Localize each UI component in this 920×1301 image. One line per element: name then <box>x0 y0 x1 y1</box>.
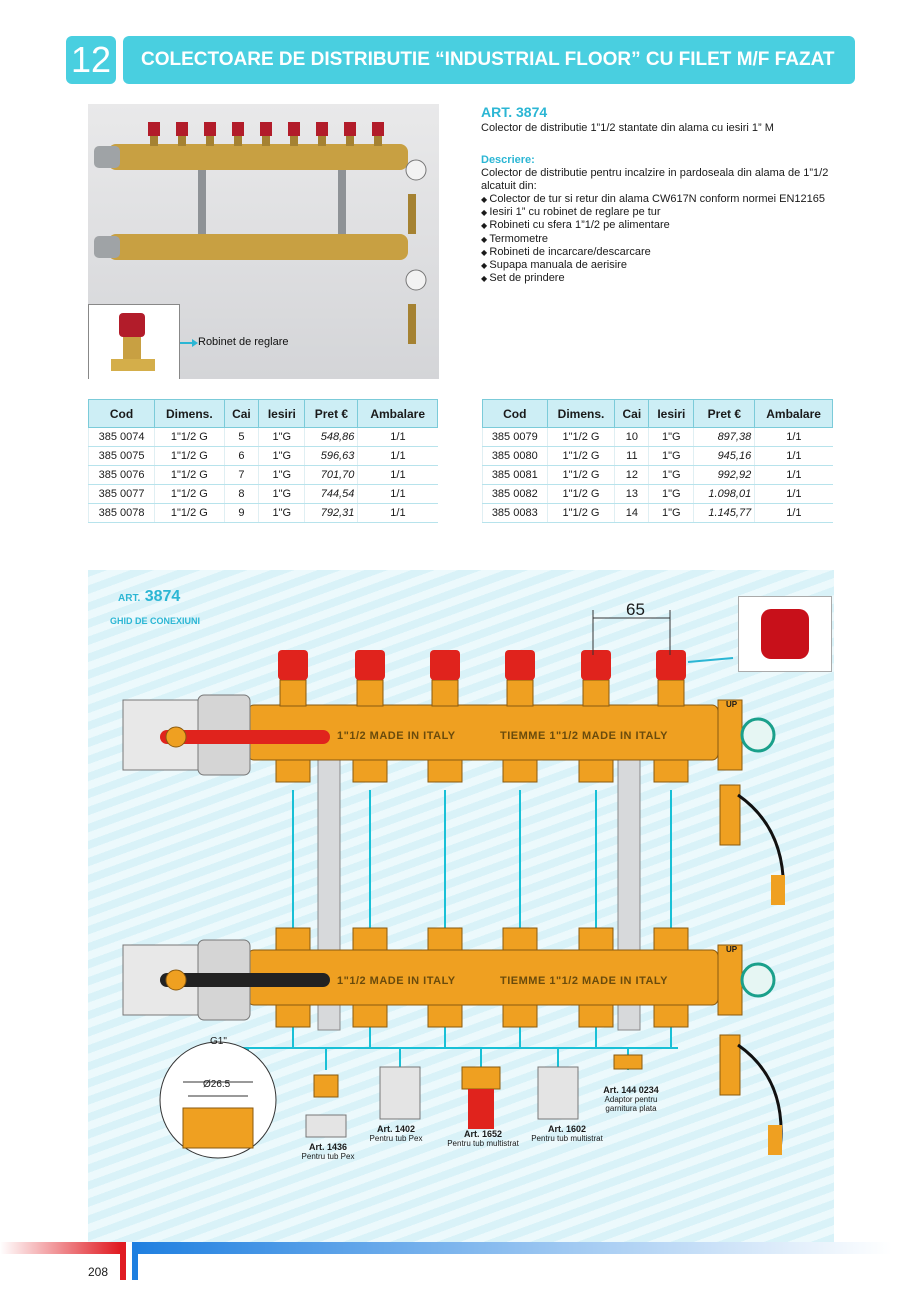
table-cell: 385 0083 <box>483 504 548 523</box>
table-cell: 992,92 <box>694 466 755 485</box>
column-header: Cod <box>483 400 548 428</box>
table-row <box>483 504 833 523</box>
connector-label: Art. 1602 Pentru tub multistrat <box>531 1124 603 1143</box>
table-cell: 1"G <box>649 466 694 485</box>
feature-item: ◆ Termometre <box>481 233 825 246</box>
price-table-left <box>88 399 438 523</box>
table-cell: 11 <box>615 447 649 466</box>
table-row <box>89 504 438 523</box>
description-heading: Descriere: <box>481 154 535 166</box>
diagram-article-label <box>118 588 180 606</box>
table-cell: 385 0079 <box>483 428 548 447</box>
stamp-top-left: 1"1/2 MADE IN ITALY <box>337 730 456 742</box>
table-cell: 1"1/2 G <box>547 466 615 485</box>
table-cell: 1/1 <box>755 447 833 466</box>
column-header: Ambalare <box>358 400 438 428</box>
table-cell: 5 <box>224 428 259 447</box>
description-text: Colector de distributie pentru incalzire in pardoseala din alama de 1”1/2 alcatuit din: <box>481 167 829 192</box>
table-cell: 385 0081 <box>483 466 548 485</box>
footer-decoration <box>0 1240 920 1280</box>
table-cell: 1.145,77 <box>694 504 755 523</box>
table-row <box>89 485 438 504</box>
table-cell: 1"1/2 G <box>155 428 225 447</box>
chapter-number: 12 <box>66 36 116 84</box>
table-row <box>483 466 833 485</box>
table-cell: 548,86 <box>305 428 358 447</box>
table-cell: 7 <box>224 466 259 485</box>
diagram-art-prefix: ART. <box>118 593 141 604</box>
feature-item: ◆ Supapa manuala de aerisire <box>481 259 825 272</box>
table-cell: 701,70 <box>305 466 358 485</box>
column-header: Ambalare <box>755 400 833 428</box>
table-cell: 1/1 <box>358 504 438 523</box>
table-cell: 744,54 <box>305 485 358 504</box>
table-cell: 1"G <box>649 504 694 523</box>
stamp-top-right: TIEMME 1"1/2 MADE IN ITALY <box>500 730 668 742</box>
table-row <box>483 428 833 447</box>
stamp-bottom-left: 1"1/2 MADE IN ITALY <box>337 975 456 987</box>
diagram-guide-label: GHID DE CONEXIUNI <box>110 616 201 626</box>
dimension-label: 65 <box>626 600 645 619</box>
valve-inset-photo <box>88 304 180 379</box>
table-cell: 385 0082 <box>483 485 548 504</box>
table-cell: 1"1/2 G <box>155 447 225 466</box>
thread-label: G1" <box>210 1036 227 1047</box>
table-cell: 1"G <box>259 466 305 485</box>
price-table-right <box>482 399 833 523</box>
up-label: UP <box>726 945 738 954</box>
table-cell: 1/1 <box>358 447 438 466</box>
column-header: Cod <box>89 400 155 428</box>
table-cell: 1"1/2 G <box>155 466 225 485</box>
table-cell: 10 <box>615 428 649 447</box>
table-cell: 385 0080 <box>483 447 548 466</box>
column-header: Cai <box>224 400 259 428</box>
inset-label: Robinet de reglare <box>198 336 289 348</box>
feature-list <box>481 193 825 285</box>
feature-item: ◆ Robineti cu sfera 1”1/2 pe alimentare <box>481 219 825 232</box>
table-cell: 897,38 <box>694 428 755 447</box>
table-cell: 385 0074 <box>89 428 155 447</box>
table-cell: 1"G <box>259 504 305 523</box>
article-title: ART. 3874 <box>481 104 548 120</box>
table-row <box>89 447 438 466</box>
table-cell: 1"1/2 G <box>547 504 615 523</box>
connector-label: Art. 144 0234 Adaptor pentru garnitura plata <box>603 1085 659 1113</box>
table-cell: 1/1 <box>755 428 833 447</box>
table-cell: 385 0078 <box>89 504 155 523</box>
column-header: Iesiri <box>259 400 305 428</box>
page-number: 208 <box>88 1265 109 1279</box>
page-title: COLECTOARE DE DISTRIBUTIE “INDUSTRIAL FLOOR” CU FILET M/F FAZAT <box>123 36 855 84</box>
table-row <box>89 428 438 447</box>
table-cell: 1.098,01 <box>694 485 755 504</box>
feature-item: ◆ Set de prindere <box>481 272 825 285</box>
diameter-label: Ø26.5 <box>203 1079 231 1090</box>
table-cell: 1"G <box>649 428 694 447</box>
column-header: Pret € <box>694 400 755 428</box>
table-cell: 1/1 <box>755 466 833 485</box>
table-cell: 1"G <box>649 485 694 504</box>
up-label: UP <box>726 700 738 709</box>
connector-label: Art. 1402 Pentru tub Pex <box>369 1124 423 1143</box>
table-row <box>89 466 438 485</box>
table-cell: 1"G <box>649 447 694 466</box>
table-cell: 1"G <box>259 485 305 504</box>
table-cell: 1"1/2 G <box>547 485 615 504</box>
table-cell: 1/1 <box>358 466 438 485</box>
table-cell: 1"G <box>259 428 305 447</box>
table-cell: 1/1 <box>755 504 833 523</box>
stamp-bottom-right: TIEMME 1"1/2 MADE IN ITALY <box>500 975 668 987</box>
table-row <box>483 485 833 504</box>
feature-item: ◆ Colector de tur si retur din alama CW617N conform normei EN12165 <box>481 193 825 206</box>
column-header: Dimens. <box>547 400 615 428</box>
table-cell: 596,63 <box>305 447 358 466</box>
table-row <box>483 447 833 466</box>
table-cell: 792,31 <box>305 504 358 523</box>
article-subtitle: Colector de distributie 1”1/2 stantate din alama cu iesiri 1” M <box>481 122 774 134</box>
arrow-right-icon <box>180 338 198 348</box>
table-cell: 1/1 <box>358 485 438 504</box>
table-cell: 1"1/2 G <box>547 447 615 466</box>
table-cell: 8 <box>224 485 259 504</box>
table-cell: 1"1/2 G <box>547 428 615 447</box>
connector-label: Art. 1436 Pentru tub Pex <box>301 1142 355 1161</box>
table-cell: 945,16 <box>694 447 755 466</box>
table-cell: 385 0075 <box>89 447 155 466</box>
column-header: Dimens. <box>155 400 225 428</box>
feature-item: ◆ Robineti de incarcare/descarcare <box>481 246 825 259</box>
table-cell: 14 <box>615 504 649 523</box>
column-header: Cai <box>615 400 649 428</box>
column-header: Pret € <box>305 400 358 428</box>
table-cell: 1/1 <box>358 428 438 447</box>
table-cell: 13 <box>615 485 649 504</box>
table-cell: 12 <box>615 466 649 485</box>
diagram-art-number: 3874 <box>144 588 181 605</box>
table-cell: 1/1 <box>755 485 833 504</box>
table-cell: 1"G <box>259 447 305 466</box>
connector-label: Art. 1652 Pentru tub multistrat <box>447 1129 519 1148</box>
column-header: Iesiri <box>649 400 694 428</box>
product-photo <box>88 104 439 379</box>
table-cell: 1"1/2 G <box>155 504 225 523</box>
table-cell: 9 <box>224 504 259 523</box>
table-cell: 385 0077 <box>89 485 155 504</box>
table-cell: 6 <box>224 447 259 466</box>
table-cell: 1"1/2 G <box>155 485 225 504</box>
feature-item: ◆ Iesiri 1” cu robinet de reglare pe tur <box>481 206 825 219</box>
table-cell: 385 0076 <box>89 466 155 485</box>
red-cap-photo <box>738 596 832 672</box>
